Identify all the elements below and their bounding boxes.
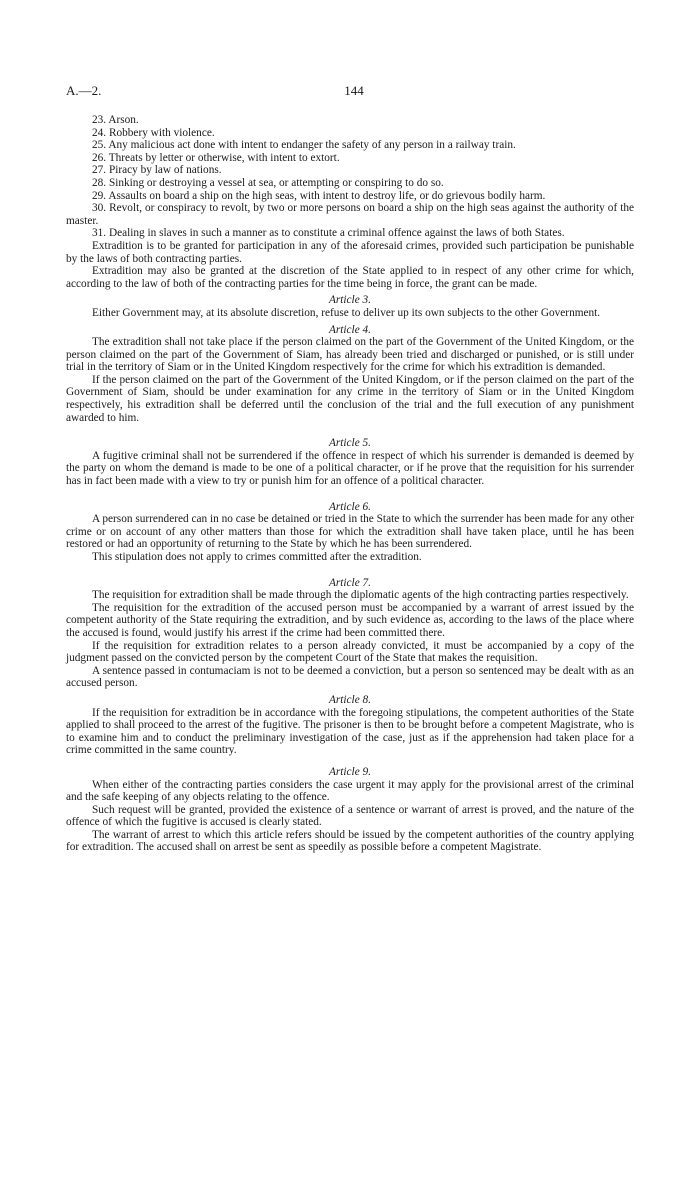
list-item: 26. Threats by letter or otherwise, with intent to extort.	[92, 151, 340, 164]
paragraph: The requisition for the extradition of the accused person must be accompanied by a warrant of arrest issued by the competent authority of the State requiring the extradition, and by such evidence as, according to the laws of the place where the accused is found, would justify his arrest if the crime had been committed there.	[66, 601, 634, 639]
page-header	[66, 83, 634, 101]
list-item: 24. Robbery with violence.	[92, 126, 215, 139]
article-heading: Article 7.	[328, 576, 372, 589]
list-item: 30. Revolt, or conspiracy to revolt, by two or more persons on board a ship on the high seas against the authority of the master.	[66, 202, 634, 227]
paragraph: When either of the contracting parties considers the case urgent it may apply for the provisional arrest of the criminal and the safe keeping of any objects relating to the offence.	[66, 778, 634, 804]
page-number: 144	[344, 83, 364, 98]
paragraph: A person surrendered can in no case be detained or tried in the State to which the surrender has been made for any other crime or on account of any other matters than those for which the extradition shall have taken place, until he has been restored or had an opportunity of returning to the State by which he has been surrendered.	[66, 513, 634, 551]
document-body	[66, 114, 634, 854]
paragraph: This stipulation does not apply to crimes committed after the extradition.	[92, 551, 422, 563]
list-item: 28. Sinking or destroying a vessel at sea, or attempting or conspiring to do so.	[92, 176, 444, 189]
paragraph: The requisition for extradition shall be made through the diplomatic agents of the high contracting parties respectively.	[92, 589, 629, 602]
article-heading: Article 9.	[328, 765, 372, 778]
paragraph: The extradition shall not take place if the person claimed on the part of the Government of the United Kingdom, or the person claimed on the part of the Government of Siam, has already been tried and discharged or punished, or is still under trial in the territory of Siam or in the United Kingdom respectively for the crime for which his extradition is demanded.	[66, 336, 634, 374]
list-item: 27. Piracy by law of nations.	[92, 164, 222, 177]
article-heading: Article 4.	[328, 323, 372, 336]
article-heading: Article 6.	[328, 500, 372, 513]
paragraph: If the requisition for extradition be in accordance with the foregoing stipulations, the competent authorities of the State applied to shall proceed to the arrest of the fugitive. The prisoner is then to be brought before a competent Magistrate, who is to examine him and to conduct the preliminary investigation of the case, just as if the apprehension had taken place for a crime committed in the same country.	[66, 706, 634, 757]
list-item: 29. Assaults on board a ship on the high seas, with intent to destroy life, or do grievous bodily harm.	[92, 189, 546, 202]
paragraph: A sentence passed in contumaciam is not to be deemed a conviction, but a person so sentenced may be dealt with as an accused person.	[66, 664, 634, 690]
paragraph: A fugitive criminal shall not be surrendered if the offence in respect of which his surrender is demanded is deemed by the party on whom the demand is made to be one of a political character, or if he prove that the requisition for his surrender has in fact been made with a view to try or punish him for an offence of a political character.	[66, 449, 634, 488]
article-heading: Article 8.	[328, 693, 372, 706]
document-reference: A.—2.	[66, 83, 102, 98]
paragraph: The warrant of arrest to which this article refers should be issued by the competent authorities of the country applying for extradition. The accused shall on arrest be sent as speedily as possible before a competent Magistrate.	[66, 828, 634, 854]
list-item: 23. Arson.	[92, 114, 139, 126]
list-item: 25. Any malicious act done with intent to endanger the safety of any person in a railway train.	[92, 139, 516, 152]
paragraph: Either Government may, at its absolute discretion, refuse to deliver up its own subjects to the other Government.	[92, 306, 601, 319]
paragraph: If the person claimed on the part of the Government of the United Kingdom, or if the person claimed on the part of the Government of Siam, should be under examination for any crime in the territory of Siam or in the United Kingdom respectively, his extradition shall be deferred until the conclusion of the trial and the full execution of any punishment awarded to him.	[66, 373, 634, 424]
paragraph: Such request will be granted, provided the existence of a sentence or warrant of arrest is proved, and the nature of the offence of which the fugitive is accused is clearly stated.	[66, 803, 634, 829]
paragraph: If the requisition for extradition relates to a person already convicted, it must be accompanied by a copy of the judgment passed on the convicted person by the competent Court of the State that makes the requisition.	[66, 639, 634, 665]
article-heading: Article 3.	[328, 294, 372, 307]
paragraph: Extradition is to be granted for participation in any of the aforesaid crimes, provided such participation be punishable by the laws of both contracting parties.	[66, 239, 634, 265]
list-item: 31. Dealing in slaves in such a manner as to constitute a criminal offence against the laws of both States.	[92, 227, 565, 240]
article-heading: Article 5.	[328, 437, 372, 450]
paragraph: Extradition may also be granted at the discretion of the State applied to in respect of any other crime for which, according to the law of both of the contracting parties for the time being in force, the grant can be made.	[66, 265, 634, 290]
